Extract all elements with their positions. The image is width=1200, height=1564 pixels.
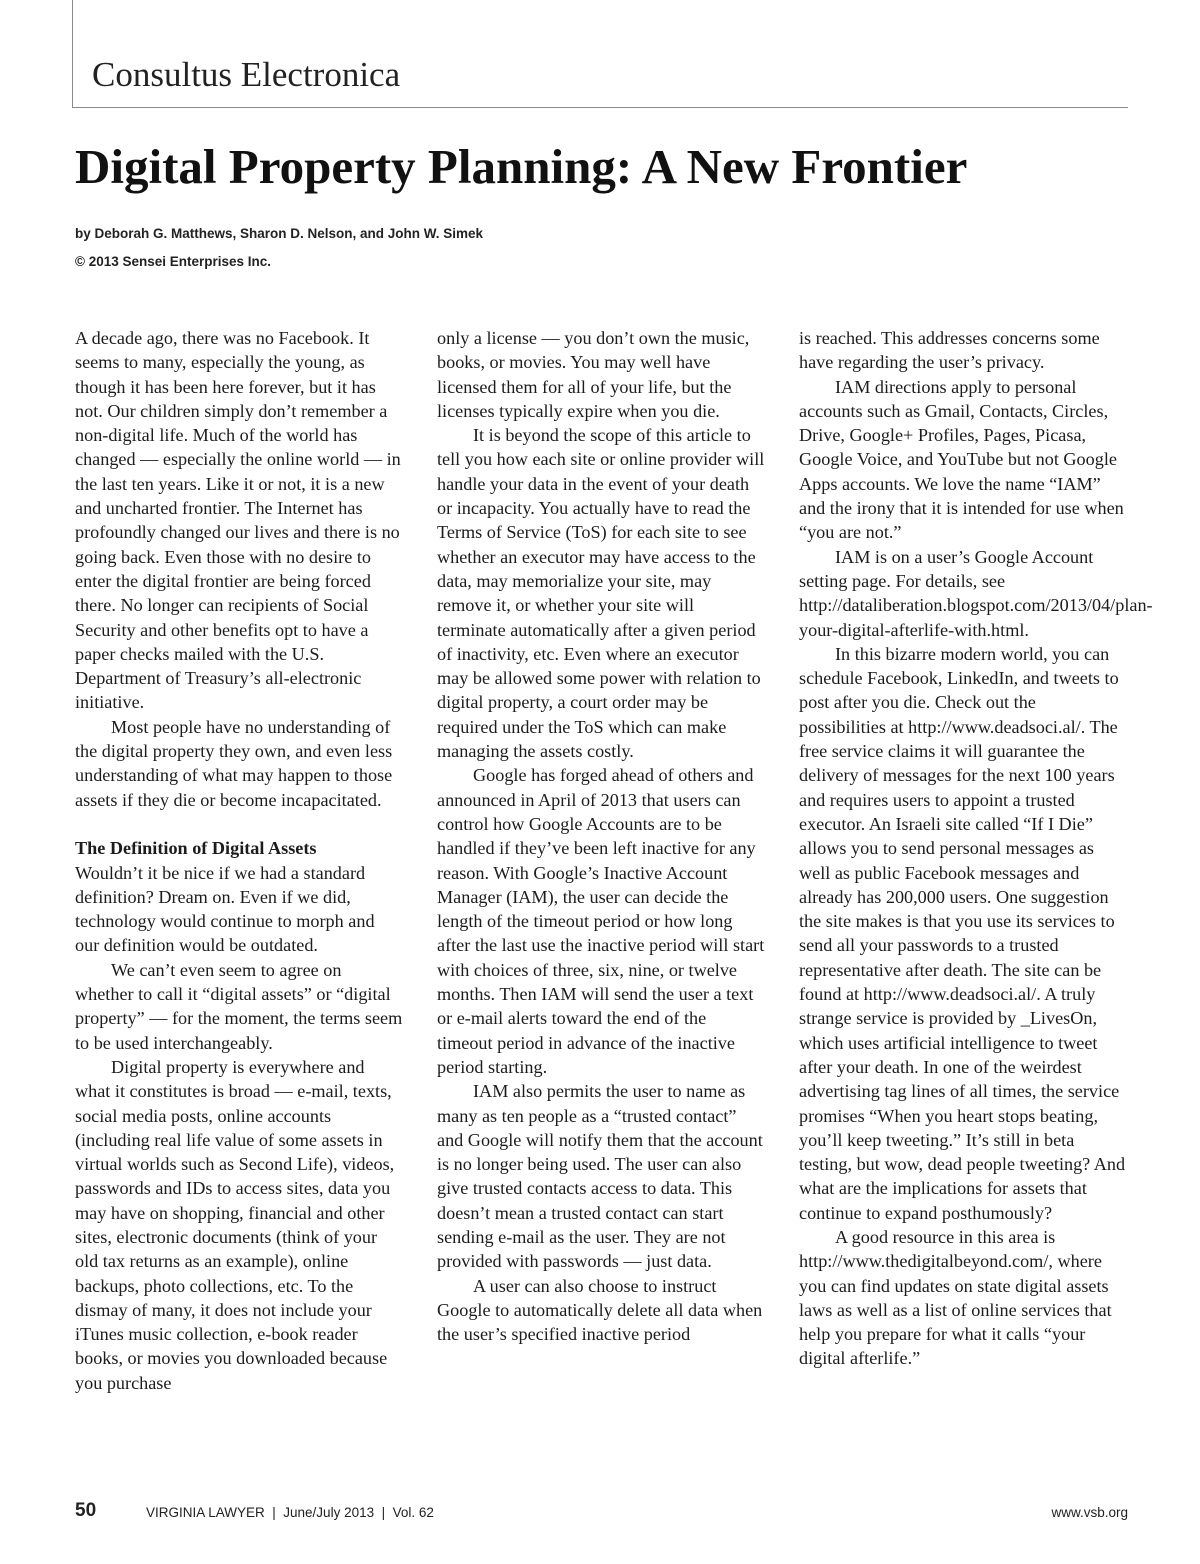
page-footer (75, 1500, 1128, 1527)
website-link[interactable]: www.vsb.org (1051, 1505, 1128, 1520)
paragraph: Wouldn’t it be nice if we had a standard definition? Dream on. Even if we did, technology would continue to morph and our definition would be outdated. (75, 862, 375, 956)
article-column-3 (799, 326, 1153, 1371)
section-heading: The Definition of Digital Assets (75, 838, 317, 859)
paragraph: Digital property is everywhere and what it constitutes is broad — e-mail, texts, social media posts, online accounts (including real life value of some assets in virtual worlds such as Second Life), videos, passwords and IDs to access sites, data you may have on shopping, financial and other sites, electronic documents (think of your old tax returns as an example), online backups, photo collections, etc. To the dismay of many, it does not include your iTunes music collection, e-book reader books, or movies you downloaded because you purchase (75, 1056, 395, 1393)
paragraph: is reached. This addresses concerns some have regarding the user’s privacy. (799, 328, 1100, 373)
article-title: Digital Property Planning: A New Frontier (75, 139, 968, 194)
paragraph: A decade ago, there was no Facebook. It seems to many, especially the young, as though it has been here forever, but it has not. Our children simply don’t remember a non-digital life. Much of the world has changed — especially the online world — in the last ten years. Like it or not, it is a new and uncharted frontier. The Internet has profoundly changed our lives and there is no going back. Even those with no desire to enter the digital frontier are being forced there. No longer can recipients of Social Security and other benefits opt to have a paper checks mailed with the U.S. Department of Treasury’s all-electronic initiative. (75, 328, 401, 713)
author-byline: by Deborah G. Matthews, Sharon D. Nelson, and John W. Simek (75, 226, 484, 241)
paragraph: It is beyond the scope of this article to tell you how each site or online provider will handle your data in the event of your death or incapacity. You actually have to read the Terms of Service (ToS) for each site to see whether an executor may have access to the data, may memorialize your site, may remove it, or whether your site will terminate automatically after a given period of inactivity, etc. Even where an executor may be allowed some power with relation to digital property, a court order may be required under the ToS which can make managing the assets costly. (437, 425, 765, 762)
page-number: 50 (75, 1500, 97, 1521)
paragraph: only a license — you don’t own the music, books, or movies. You may well have licensed them for all of your life, but the licenses typically expire when you die. (437, 328, 750, 421)
paragraph: IAM also permits the user to name as many as ten people as a “trusted contact” and Google will notify them that the account is no longer being used. The user can also give trusted contacts access to data. This doesn’t mean a trusted contact can start sending e-mail as the user. They are not provided with passwords — just data. (437, 1081, 763, 1272)
copyright-notice: © 2013 Sensei Enterprises Inc. (75, 254, 272, 269)
paragraph: In this bizarre modern world, you can schedule Facebook, LinkedIn, and tweets to post after you die. Check out the possibilities at http://www.deadsoci.al/. The free service claims it will guarantee the delivery of messages for the next 100 years and requires users to appoint a trusted executor. An Israeli site called “If I Die” allows you to send personal messages as well as public Facebook messages and already has 200,000 users. One suggestion the site makes is that you use its services to send all your passwords to a trusted representative after death. The site can be found at http://www.deadsoci.al/. A truly strange service is provided by _LivesOn, which uses artificial intelligence to tweet after your death. In one of the weirdest advertising tag lines of all times, the service promises “When you heart stops beating, you’ll keep tweeting.” It’s still in beta testing, but wow, dead people tweeting? And what are the implications for assets that continue to expand posthumously? (799, 643, 1126, 1223)
paragraph: Most people have no understanding of the digital property they own, and even less understanding of what may happen to those assets if they die or become incapacitated. (75, 716, 393, 810)
paragraph: IAM directions apply to personal accounts such as Gmail, Contacts, Circles, Drive, Google+ Profiles, Pages, Picasa, Google Voice, and YouTube but not Google Apps accounts. We love the name “IAM” and the irony that it is intended for use when “you are not.” (799, 376, 1124, 543)
paragraph: A good resource in this area is http://www.thedigitalbeyond.com/, where you can find updates on state digital assets laws as well as a list of online services that help you prepare for what it calls “your digital afterlife.” (799, 1226, 1112, 1369)
section-title: Consultus Electronica (92, 55, 401, 94)
article-column-2 (437, 326, 765, 1346)
header-vertical-rule (72, 0, 73, 108)
journal-info: VIRGINIA LAWYER | June/July 2013 | Vol. 62 (146, 1505, 434, 1520)
article-column-1 (75, 326, 403, 1395)
paragraph: IAM is on a user’s Google Account setting page. For details, see http://dataliberation.blogspot.com/2013/04/plan-your-digital-afterlife-with.html. (799, 546, 1153, 640)
paragraph: Google has forged ahead of others and announced in April of 2013 that users can control how Google Accounts are to be handled if they’ve been left inactive for any reason. With Google’s Inactive Account Manager (IAM), the user can decide the length of the timeout period or how long after the last use the inactive period will start with choices of three, six, nine, or twelve months. Then IAM will send the user a text or e-mail alerts toward the end of the timeout period in advance of the inactive period starting. (437, 765, 765, 1077)
paragraph: A user can also choose to instruct Google to automatically delete all data when the user’s specified inactive period (437, 1275, 763, 1345)
paragraph: We can’t even seem to agree on whether to call it “digital assets” or “digital property” — for the moment, the terms seem to be used interchangeably. (75, 959, 403, 1053)
header-horizontal-rule (72, 107, 1128, 108)
